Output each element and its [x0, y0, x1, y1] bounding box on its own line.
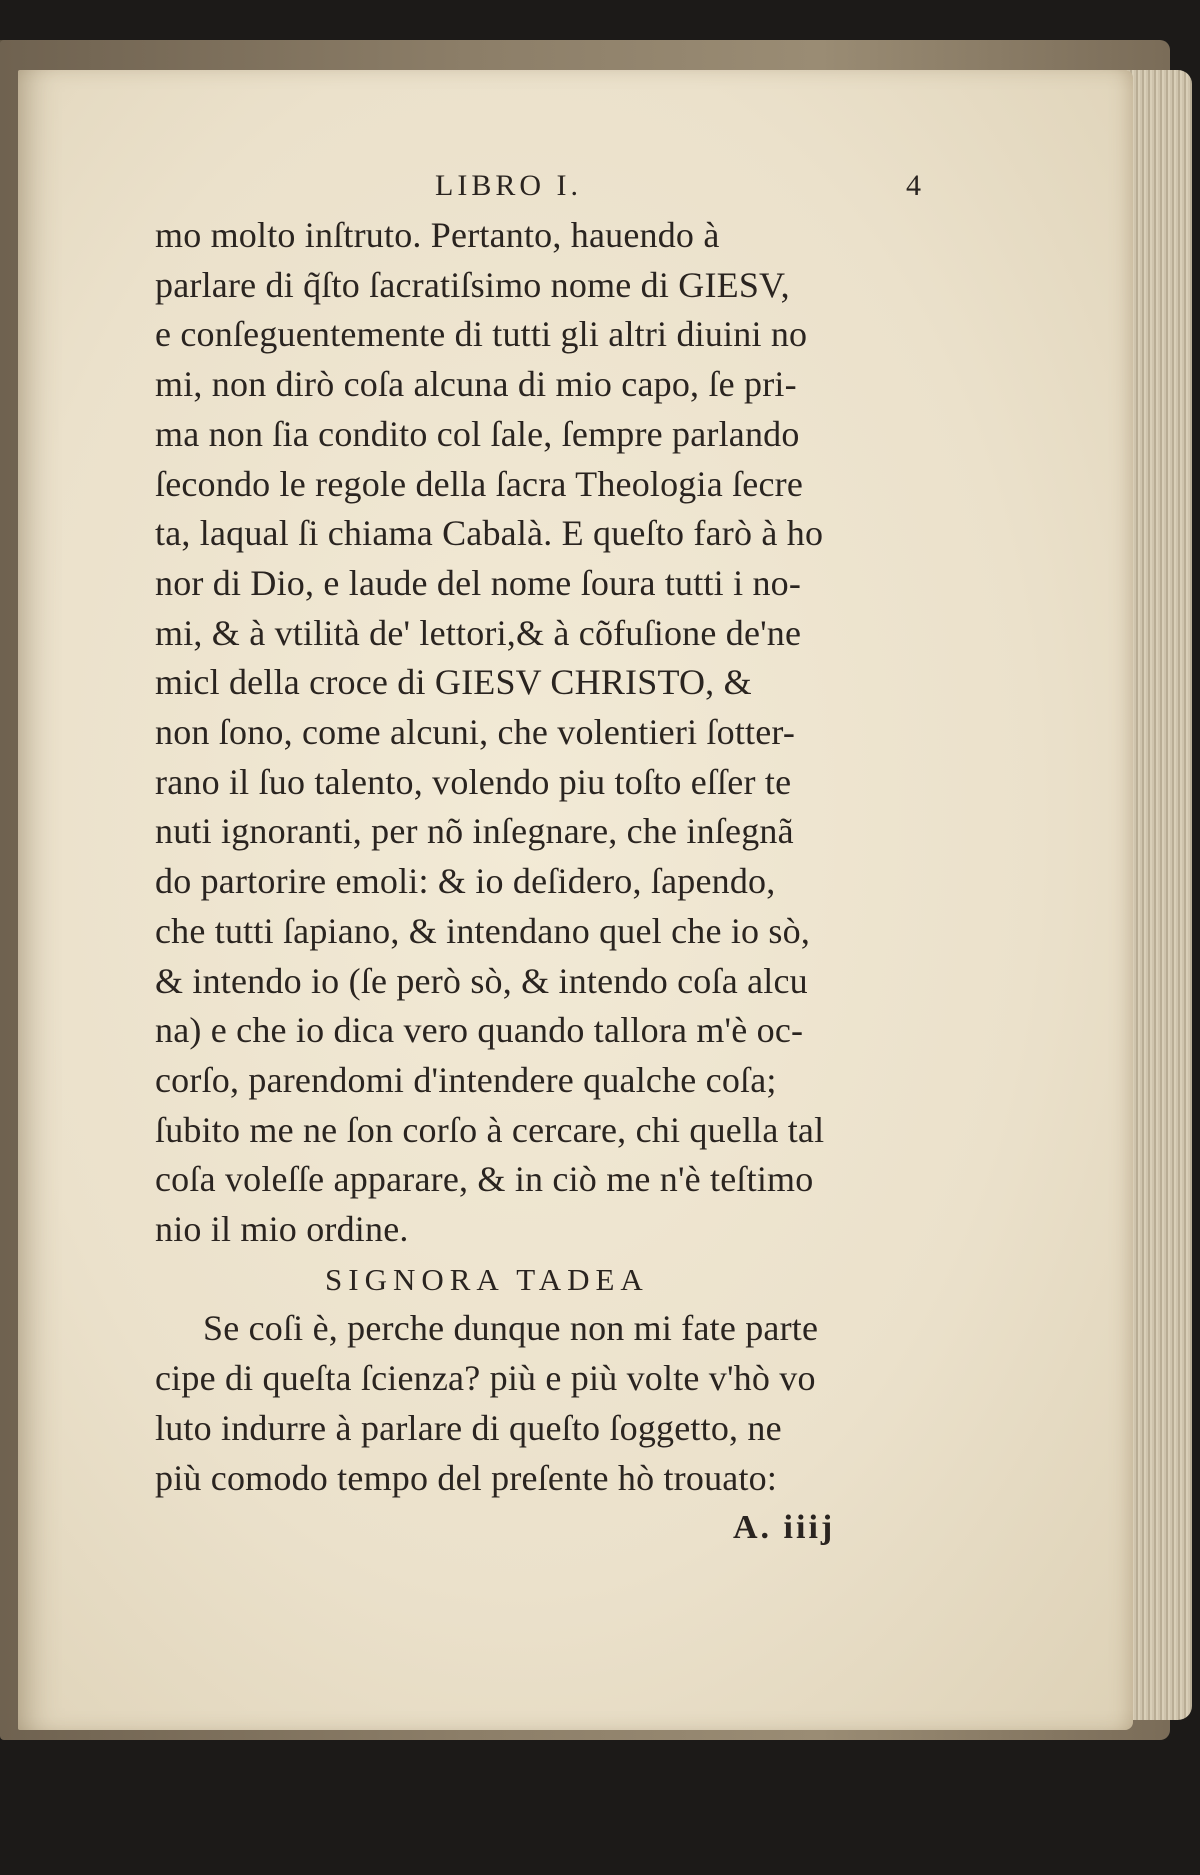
body-line: coſa voleſſe apparare, & in ciò me n'è teſtimo [155, 1159, 814, 1200]
speech-line: luto indurre à parlare di queſto ſoggetto, ne [155, 1407, 782, 1448]
body-line: do partorire emoli: & io deſidero, ſapendo, [155, 861, 776, 902]
signature-mark: A. iiij [733, 1509, 836, 1547]
body-line: non ſono, come alcuni, che volentieri ſotter- [155, 712, 796, 753]
body-line: corſo, parendomi d'intendere qualche coſa; [155, 1059, 777, 1100]
body-line: parlare di q̃ſto ſacratiſsimo nome di GIESV, [155, 264, 790, 305]
body-line: ma non ſia condito col ſale, ſempre parlando [155, 413, 800, 454]
body-line: & intendo io (ſe però sò, & intendo coſa alcu [155, 960, 808, 1001]
speech-line: Se coſi è, perche dunque non mi fate parte [203, 1308, 819, 1349]
speaker-heading: SIGNORA TADEA [325, 1261, 649, 1297]
body-line: na) e che io dica vero quando tallora m'è oc- [155, 1010, 804, 1051]
body-line: micl della croce di GIESV CHRISTO, & [155, 662, 752, 703]
body-line: ſecondo le regole della ſacra Theologia ſecre [155, 463, 803, 504]
body-line: nuti ignoranti, per nõ inſegnare, che inſegnã [155, 811, 794, 852]
body-line: e conſeguentemente di tutti gli altri diuini no [155, 314, 808, 355]
body-line: che tutti ſapiano, & intendano quel che io sò, [155, 910, 811, 951]
body-line: mi, non dirò coſa alcuna di mio capo, ſe pri- [155, 364, 797, 405]
running-head-title: LIBRO I. [435, 169, 582, 202]
body-line: ta, laqual ſi chiama Cabalà. E queſto farò à ho [155, 513, 824, 554]
page-text-block [155, 163, 955, 1553]
running-head [155, 163, 955, 211]
folio-number: 4 [906, 169, 925, 202]
body-line: mi, & à vtilità de' lettori,& à cõfuſione de'ne [155, 612, 802, 653]
body-line: mo molto inſtruto. Pertanto, hauendo à [155, 215, 720, 255]
body-line: nor di Dio, e laude del nome ſoura tutti i no- [155, 562, 802, 603]
body-line: rano il ſuo talento, volendo piu toſto eſſer te [155, 761, 792, 802]
speech-line: cipe di queſta ſcienza? più e più volte v'hò vo [155, 1358, 816, 1399]
body-line: nio il mio ordine. [155, 1209, 409, 1250]
speech-line: più comodo tempo del preſente hò trouato: [155, 1457, 778, 1498]
body-line: ſubito me ne ſon corſo à cercare, chi quella tal [155, 1109, 825, 1150]
